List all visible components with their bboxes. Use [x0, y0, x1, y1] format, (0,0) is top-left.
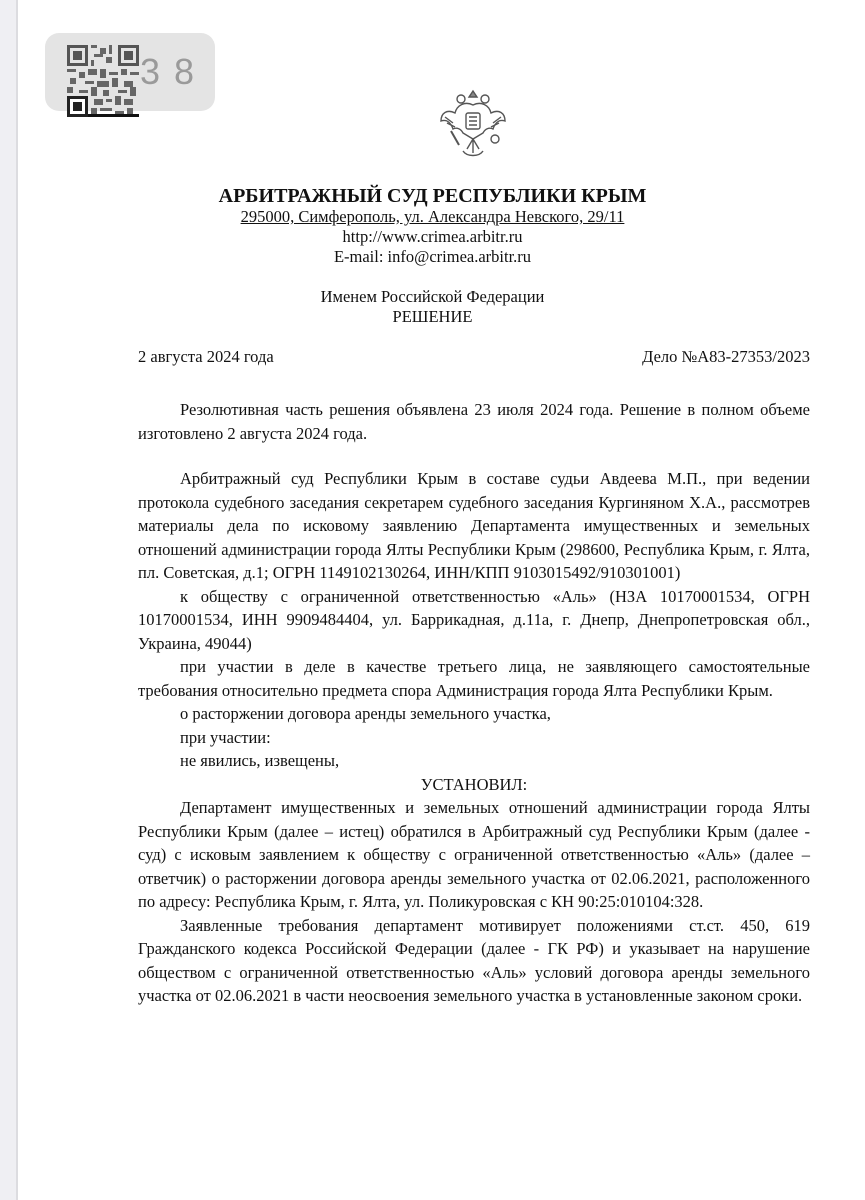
participants-label: при участии: — [180, 727, 271, 747]
subject-line: о расторжении договора аренды земельного участка, — [180, 704, 551, 723]
resolution-note — [138, 398, 810, 445]
claim-paragraph: Департамент имущественных и земельных отношений администрации города Ялты Республики Крым (далее – истец) обратился в Арбитражный суд Республики Крым (далее - суд) с исковым заявлением к обществу с ограниченной ответственностью «Аль» (далее – ответчик) о расторжении договора аренды земельного участка от 02.06.2021, расположенного по адресу: Республика Крым, г. Ялта, ул. Поликуровская с КН 90:25:010104:328. — [138, 798, 810, 911]
coat-of-arms-icon — [437, 83, 509, 163]
decision-body — [138, 467, 810, 1008]
court-address: 295000, Симферополь, ул. Александра Невского, 29/11 — [240, 207, 625, 226]
court-email: E-mail: info@crimea.arbitr.ru — [333, 247, 532, 266]
court-composition-paragraph: Арбитражный суд Республики Крым в составе судьи Авдеева М.П., при ведении протокола судебного заседания секретарем судебного заседания Кургиняном Х.А., рассмотрев материалы дела по исковому заявлению Департамента имущественных и земельных отношений администрации города Ялты Республики Крым (298600, Республика Крым, г. Ялта, пл. Советская, д.1; ОГРН 1149102130264, ИНН/КПП 9103015492/910301001) — [138, 469, 810, 582]
defendant-paragraph: к обществу с ограниченной ответственностью «Аль» (НЗА 10170001534, ОГРН 10170001534, ИНН 9909484404, ул. Баррикадная, д.11а, г. Днепр, Днепропетровская обл., Украина, 49044) — [138, 586, 810, 653]
participants-value: не явились, извещены, — [180, 751, 340, 770]
resolution-paragraph: Резолютивная часть решения объявлена 23 июля 2024 года. Решение в полном объеме изготовлено 2 августа 2024 года. — [138, 400, 810, 443]
case-number: Дело №А83-27353/2023 — [642, 347, 810, 366]
decision-date: 2 августа 2024 года — [138, 347, 274, 366]
in-the-name-line: Именем Российской Федерации — [320, 287, 545, 306]
grounds-paragraph: Заявленные требования департамент мотивирует положениями ст.ст. 450, 619 Гражданского кодекса Российской Федерации (далее - ГК РФ) и указывает на нарушение обществом с ограниченной ответственностью «Аль» условий договора аренды земельного участка от 02.06.2021 в части неосвоения земельного участка в установленные законом сроки. — [138, 915, 810, 1005]
established-heading: УСТАНОВИЛ: — [420, 774, 528, 794]
document-type-title: РЕШЕНИЕ — [392, 307, 473, 326]
qr-code-icon — [67, 45, 139, 117]
dateline — [138, 347, 810, 367]
third-party-paragraph: при участии в деле в качестве третьего лица, не заявляющего самостоятельные требования относительно предмета спора Администрация города Ялта Республики Крым. — [138, 657, 810, 700]
court-title: АРБИТРАЖНЫЙ СУД РЕСПУБЛИКИ КРЫМ — [218, 185, 647, 207]
court-website: http://www.crimea.arbitr.ru — [342, 227, 523, 246]
viewer-gutter — [0, 0, 18, 1200]
page-number-text: 3 8 — [140, 51, 197, 92]
